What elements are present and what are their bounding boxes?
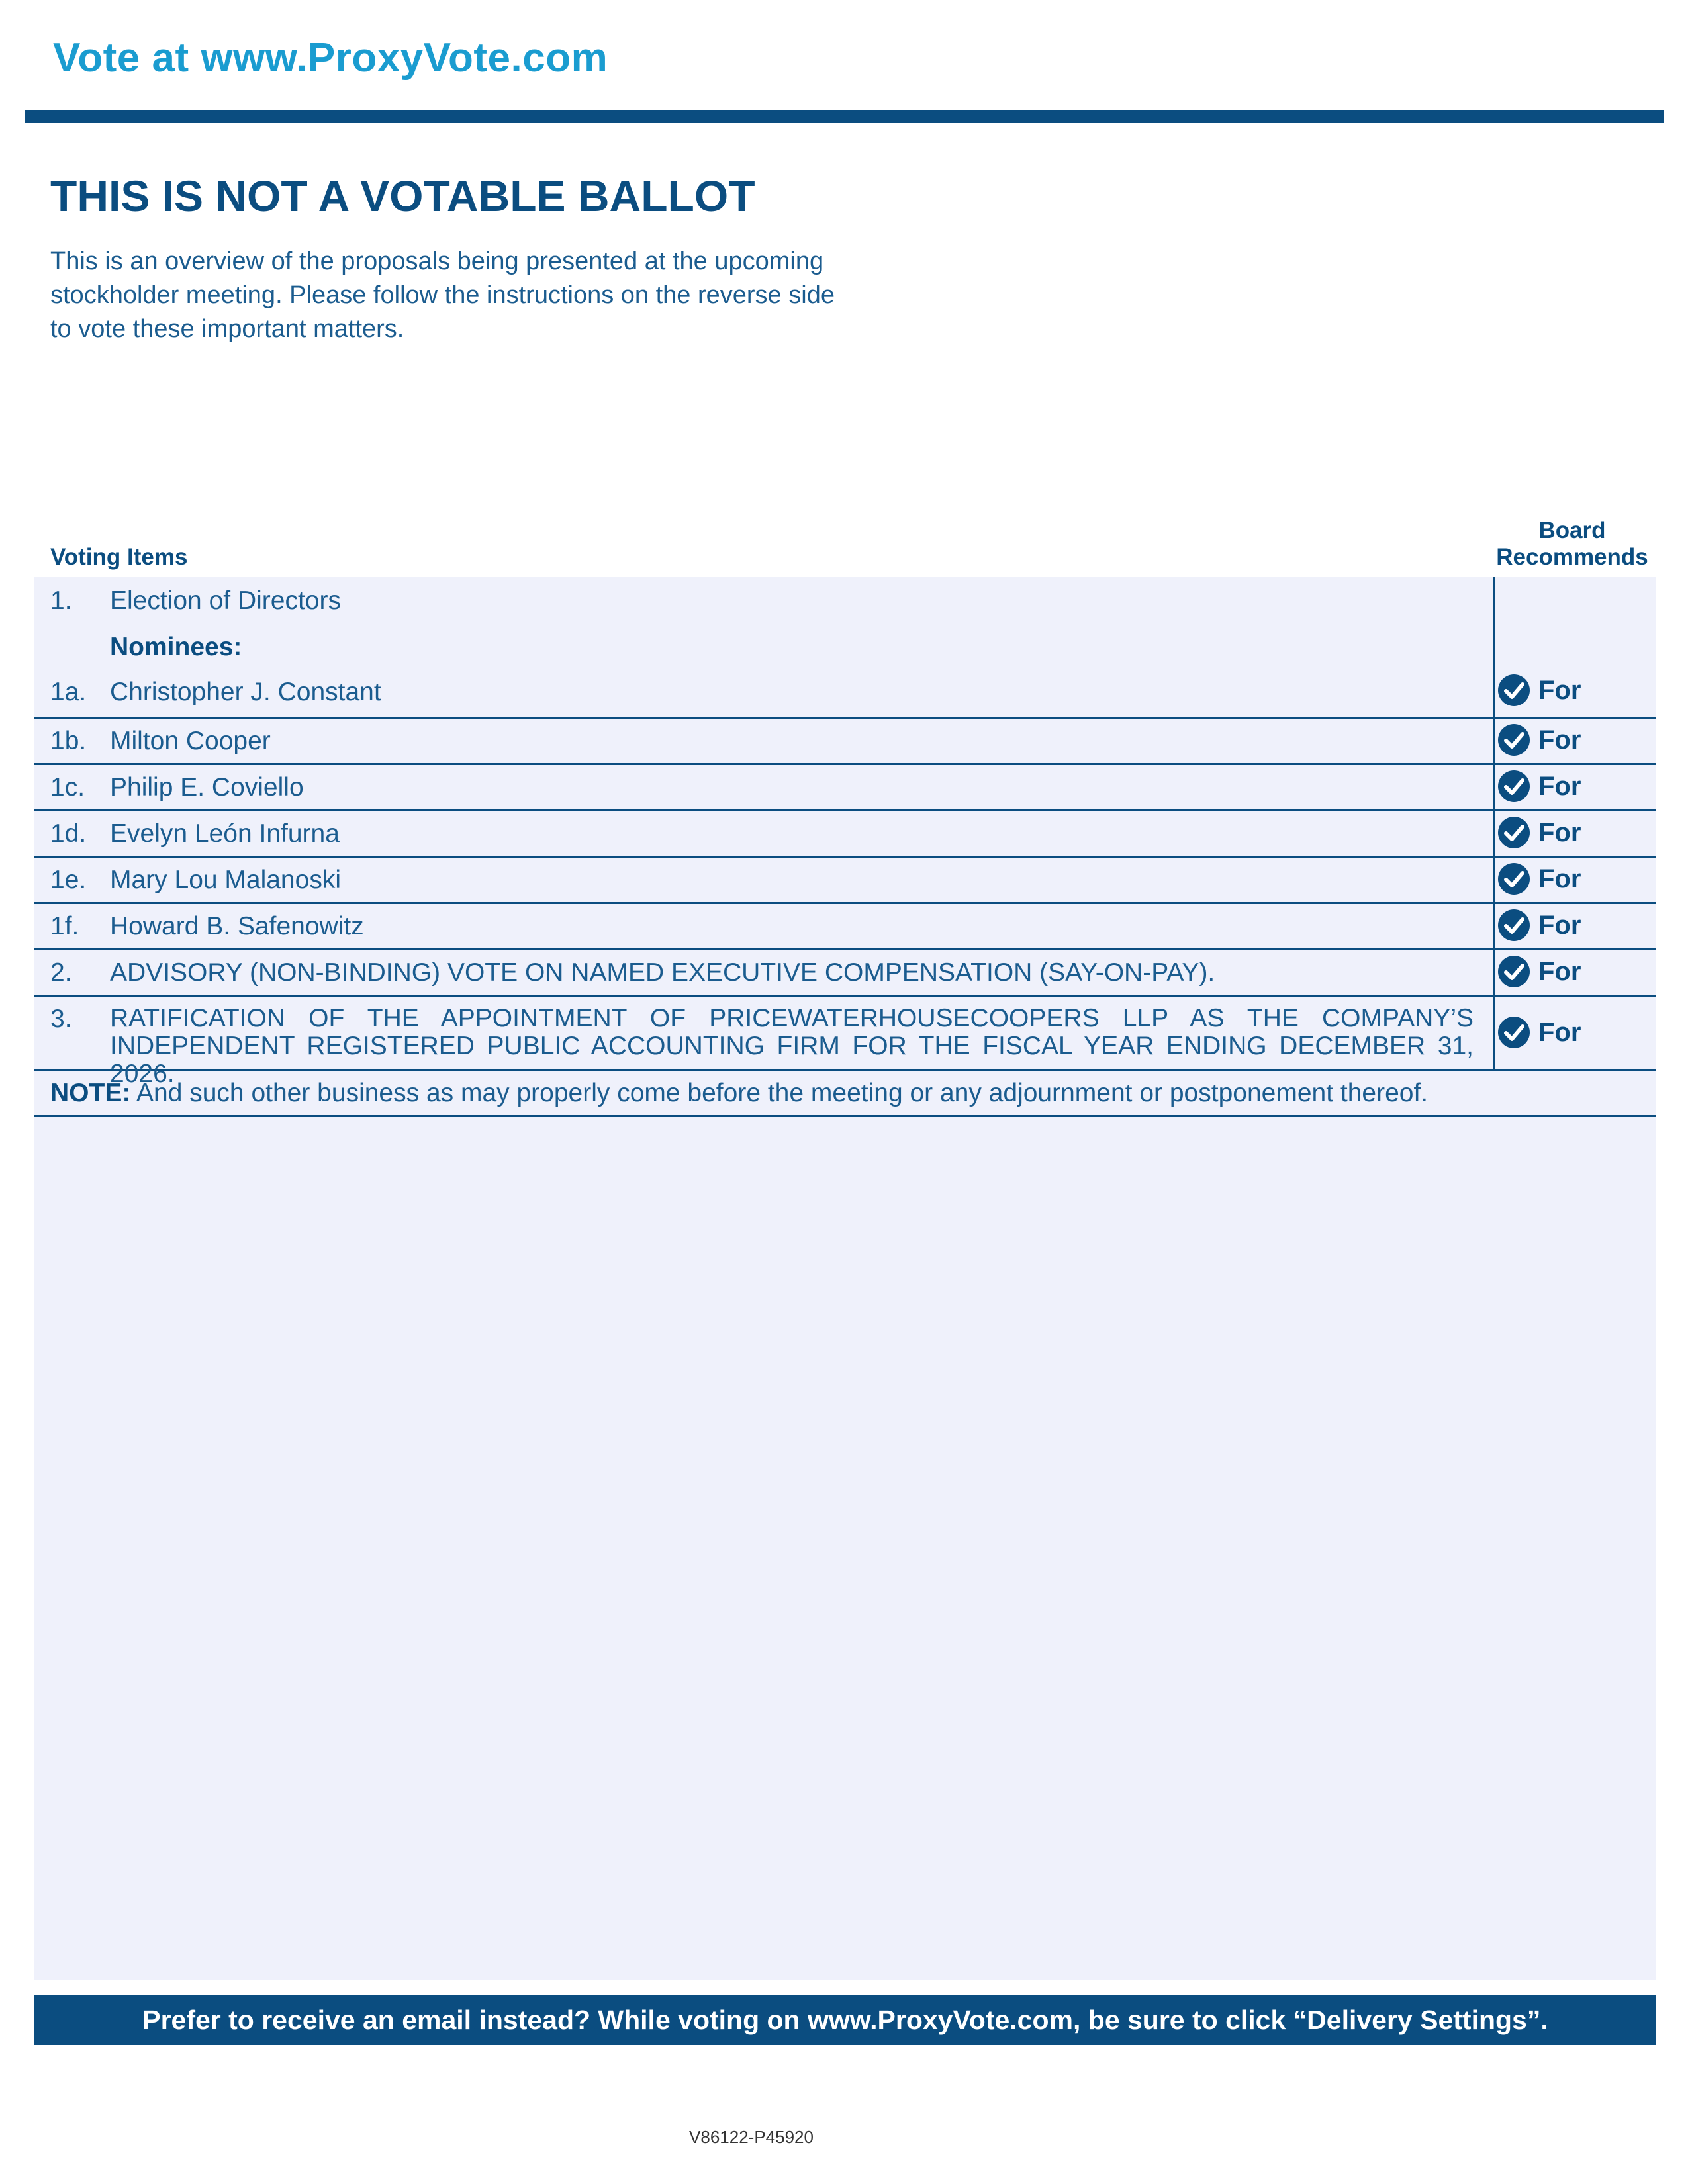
- item-number: 1b.: [50, 727, 87, 755]
- document-code: V86122-P45920: [689, 2127, 814, 2147]
- nominee-name: Milton Cooper: [110, 727, 271, 755]
- table-row: [34, 858, 1656, 904]
- note-label: NOTE:: [50, 1079, 131, 1107]
- item-number: 1.: [50, 586, 72, 615]
- page-title: THIS IS NOT A VOTABLE BALLOT: [50, 171, 755, 220]
- recommendation-text: For: [1538, 771, 1581, 801]
- banner-text: Prefer to receive an email instead? While voting on www.ProxyVote.com, be sure to click “Delivery Settings”.: [142, 2004, 1548, 2035]
- nominee-name: Mary Lou Malanoski: [110, 866, 341, 894]
- board-header-line1: Board: [1538, 518, 1606, 543]
- recommendation-text: For: [1538, 1017, 1581, 1047]
- recommendation-text: For: [1538, 956, 1581, 986]
- nominee-name: Christopher J. Constant: [110, 678, 381, 706]
- board-recommends-header: [1476, 518, 1668, 570]
- check-circle-icon: [1497, 723, 1530, 756]
- item-number: 2.: [50, 958, 72, 987]
- table-row: [34, 811, 1656, 858]
- board-recommendation: [1497, 770, 1581, 803]
- item-number: 1f.: [50, 912, 79, 940]
- note-text: [50, 1079, 1428, 1108]
- check-circle-icon: [1497, 816, 1530, 849]
- nominee-name: Philip E. Coviello: [110, 773, 304, 801]
- email-delivery-banner: [34, 1995, 1656, 2045]
- board-header-line2: Recommends: [1496, 544, 1648, 570]
- board-recommendation: [1497, 862, 1581, 895]
- board-recommendation: [1497, 955, 1581, 988]
- table-row: [34, 950, 1656, 997]
- recommendation-text: For: [1538, 817, 1581, 847]
- board-recommendation: [1497, 909, 1581, 942]
- table-row: [34, 997, 1656, 1088]
- check-circle-icon: [1497, 909, 1530, 942]
- proxyvote-header-link[interactable]: Vote at www.ProxyVote.com: [53, 35, 608, 81]
- header-divider: [25, 110, 1664, 123]
- table-row: [34, 904, 1656, 950]
- table-row: [34, 577, 1656, 719]
- item-number: 1a.: [50, 678, 87, 706]
- board-recommendation: [1497, 816, 1581, 849]
- nominees-label: Nominees:: [110, 633, 242, 661]
- recommendation-text: For: [1538, 725, 1581, 754]
- table-row: [34, 719, 1656, 765]
- board-recommendation: [1497, 1016, 1581, 1049]
- voting-items-header: Voting Items: [50, 544, 188, 570]
- item-number: 1e.: [50, 866, 87, 894]
- check-circle-icon: [1497, 674, 1530, 707]
- intro-paragraph: This is an overview of the proposals being presented at the upcoming stockholder meeting. Please follow the instructions on the reverse side to vote these important matters.: [50, 248, 835, 343]
- proposal-label: RATIFICATION OF THE APPOINTMENT OF PRICEWATERHOUSECOOPERS LLP AS THE COMPANY’S INDEPENDENT REGISTERED PUBLIC ACCOUNTING FIRM FOR THE FISCAL YEAR ENDING DECEMBER 31, 2026.: [110, 1004, 1474, 1088]
- nominee-name: Howard B. Safenowitz: [110, 912, 364, 940]
- recommendation-text: For: [1538, 864, 1581, 893]
- nominee-name: Evelyn León Infurna: [110, 819, 340, 848]
- recommendation-text: For: [1538, 910, 1581, 940]
- proposal-label: ADVISORY (NON-BINDING) VOTE ON NAMED EXECUTIVE COMPENSATION (SAY-ON-PAY).: [110, 958, 1215, 987]
- note-body: And such other business as may properly come before the meeting or any adjournment or postponement thereof.: [136, 1079, 1429, 1107]
- item-number: 1c.: [50, 773, 85, 801]
- recommendation-text: For: [1538, 675, 1581, 705]
- check-circle-icon: [1497, 1016, 1530, 1049]
- item-number: 1d.: [50, 819, 87, 848]
- check-circle-icon: [1497, 955, 1530, 988]
- note-row: [34, 1071, 1656, 1117]
- board-recommendation: [1497, 723, 1581, 756]
- check-circle-icon: [1497, 770, 1530, 803]
- table-row: [34, 765, 1656, 811]
- check-circle-icon: [1497, 862, 1530, 895]
- board-recommendation: [1497, 674, 1581, 707]
- item-number: 3.: [50, 1005, 72, 1033]
- item-label: Election of Directors: [110, 586, 341, 615]
